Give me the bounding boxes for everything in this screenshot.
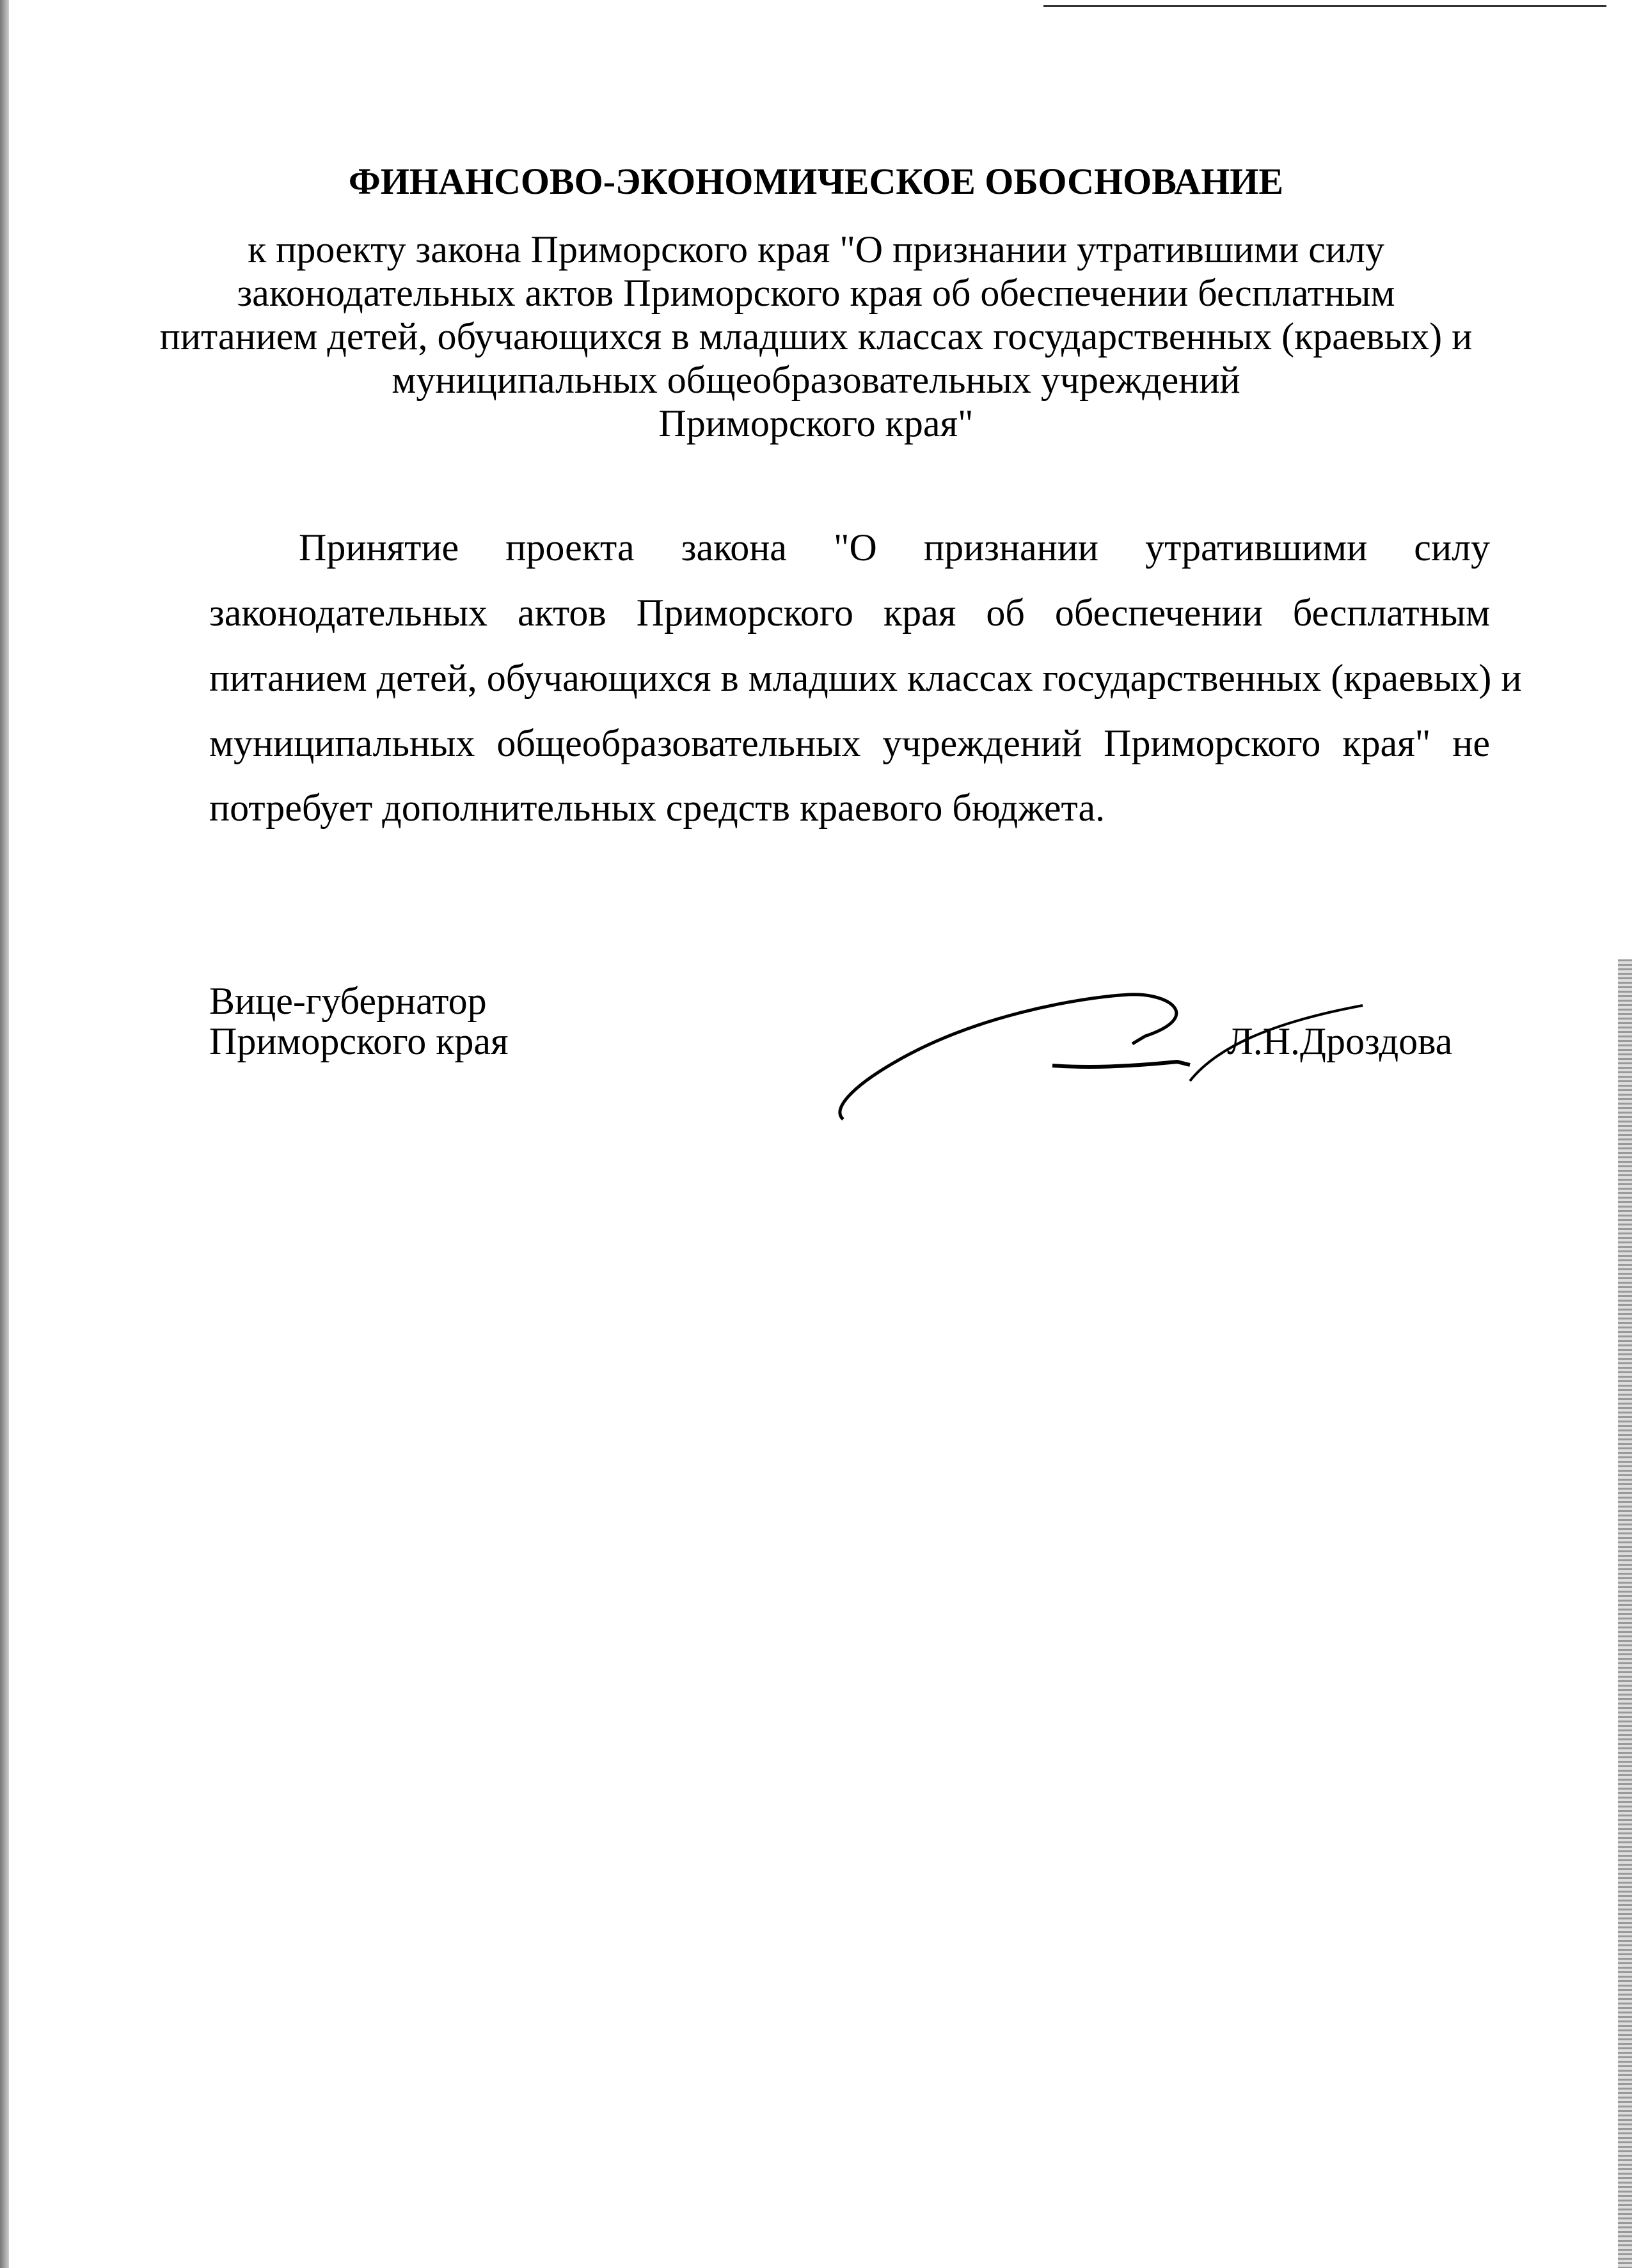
signatory-region: Приморского края: [209, 1020, 509, 1062]
subtitle-line: Приморского края": [658, 402, 974, 445]
body-line: потребует дополнительных средств краевого бюджета.: [209, 787, 1105, 829]
subtitle-line: законодательных актов Приморского края об обеспечении бесплатным: [237, 272, 1395, 314]
subtitle-line: питанием детей, обучающихся в младших классах государственных (краевых) и: [159, 315, 1473, 358]
body-line: муниципальных общеобразовательных учреждений Приморского края" не: [209, 722, 1490, 764]
signatory-name: Л.Н.Дроздова: [1227, 1020, 1453, 1062]
subtitle-line: к проекту закона Приморского края "О признании утратившими силу: [248, 228, 1384, 271]
scan-edge-right: [1618, 959, 1632, 2268]
body-line: питанием детей, обучающихся в младших классах государственных (краевых) и: [209, 657, 1522, 699]
signatory-position: Вице-губернатор: [209, 980, 487, 1022]
document-title: ФИНАНСОВО-ЭКОНОМИЧЕСКОЕ ОБОСНОВАНИЕ: [348, 161, 1284, 202]
body-line: Принятие проекта закона "О признании утратившими силу: [299, 526, 1490, 569]
subtitle-line: муниципальных общеобразовательных учреждений: [392, 359, 1240, 401]
body-line: законодательных актов Приморского края об обеспечении бесплатным: [209, 592, 1490, 634]
